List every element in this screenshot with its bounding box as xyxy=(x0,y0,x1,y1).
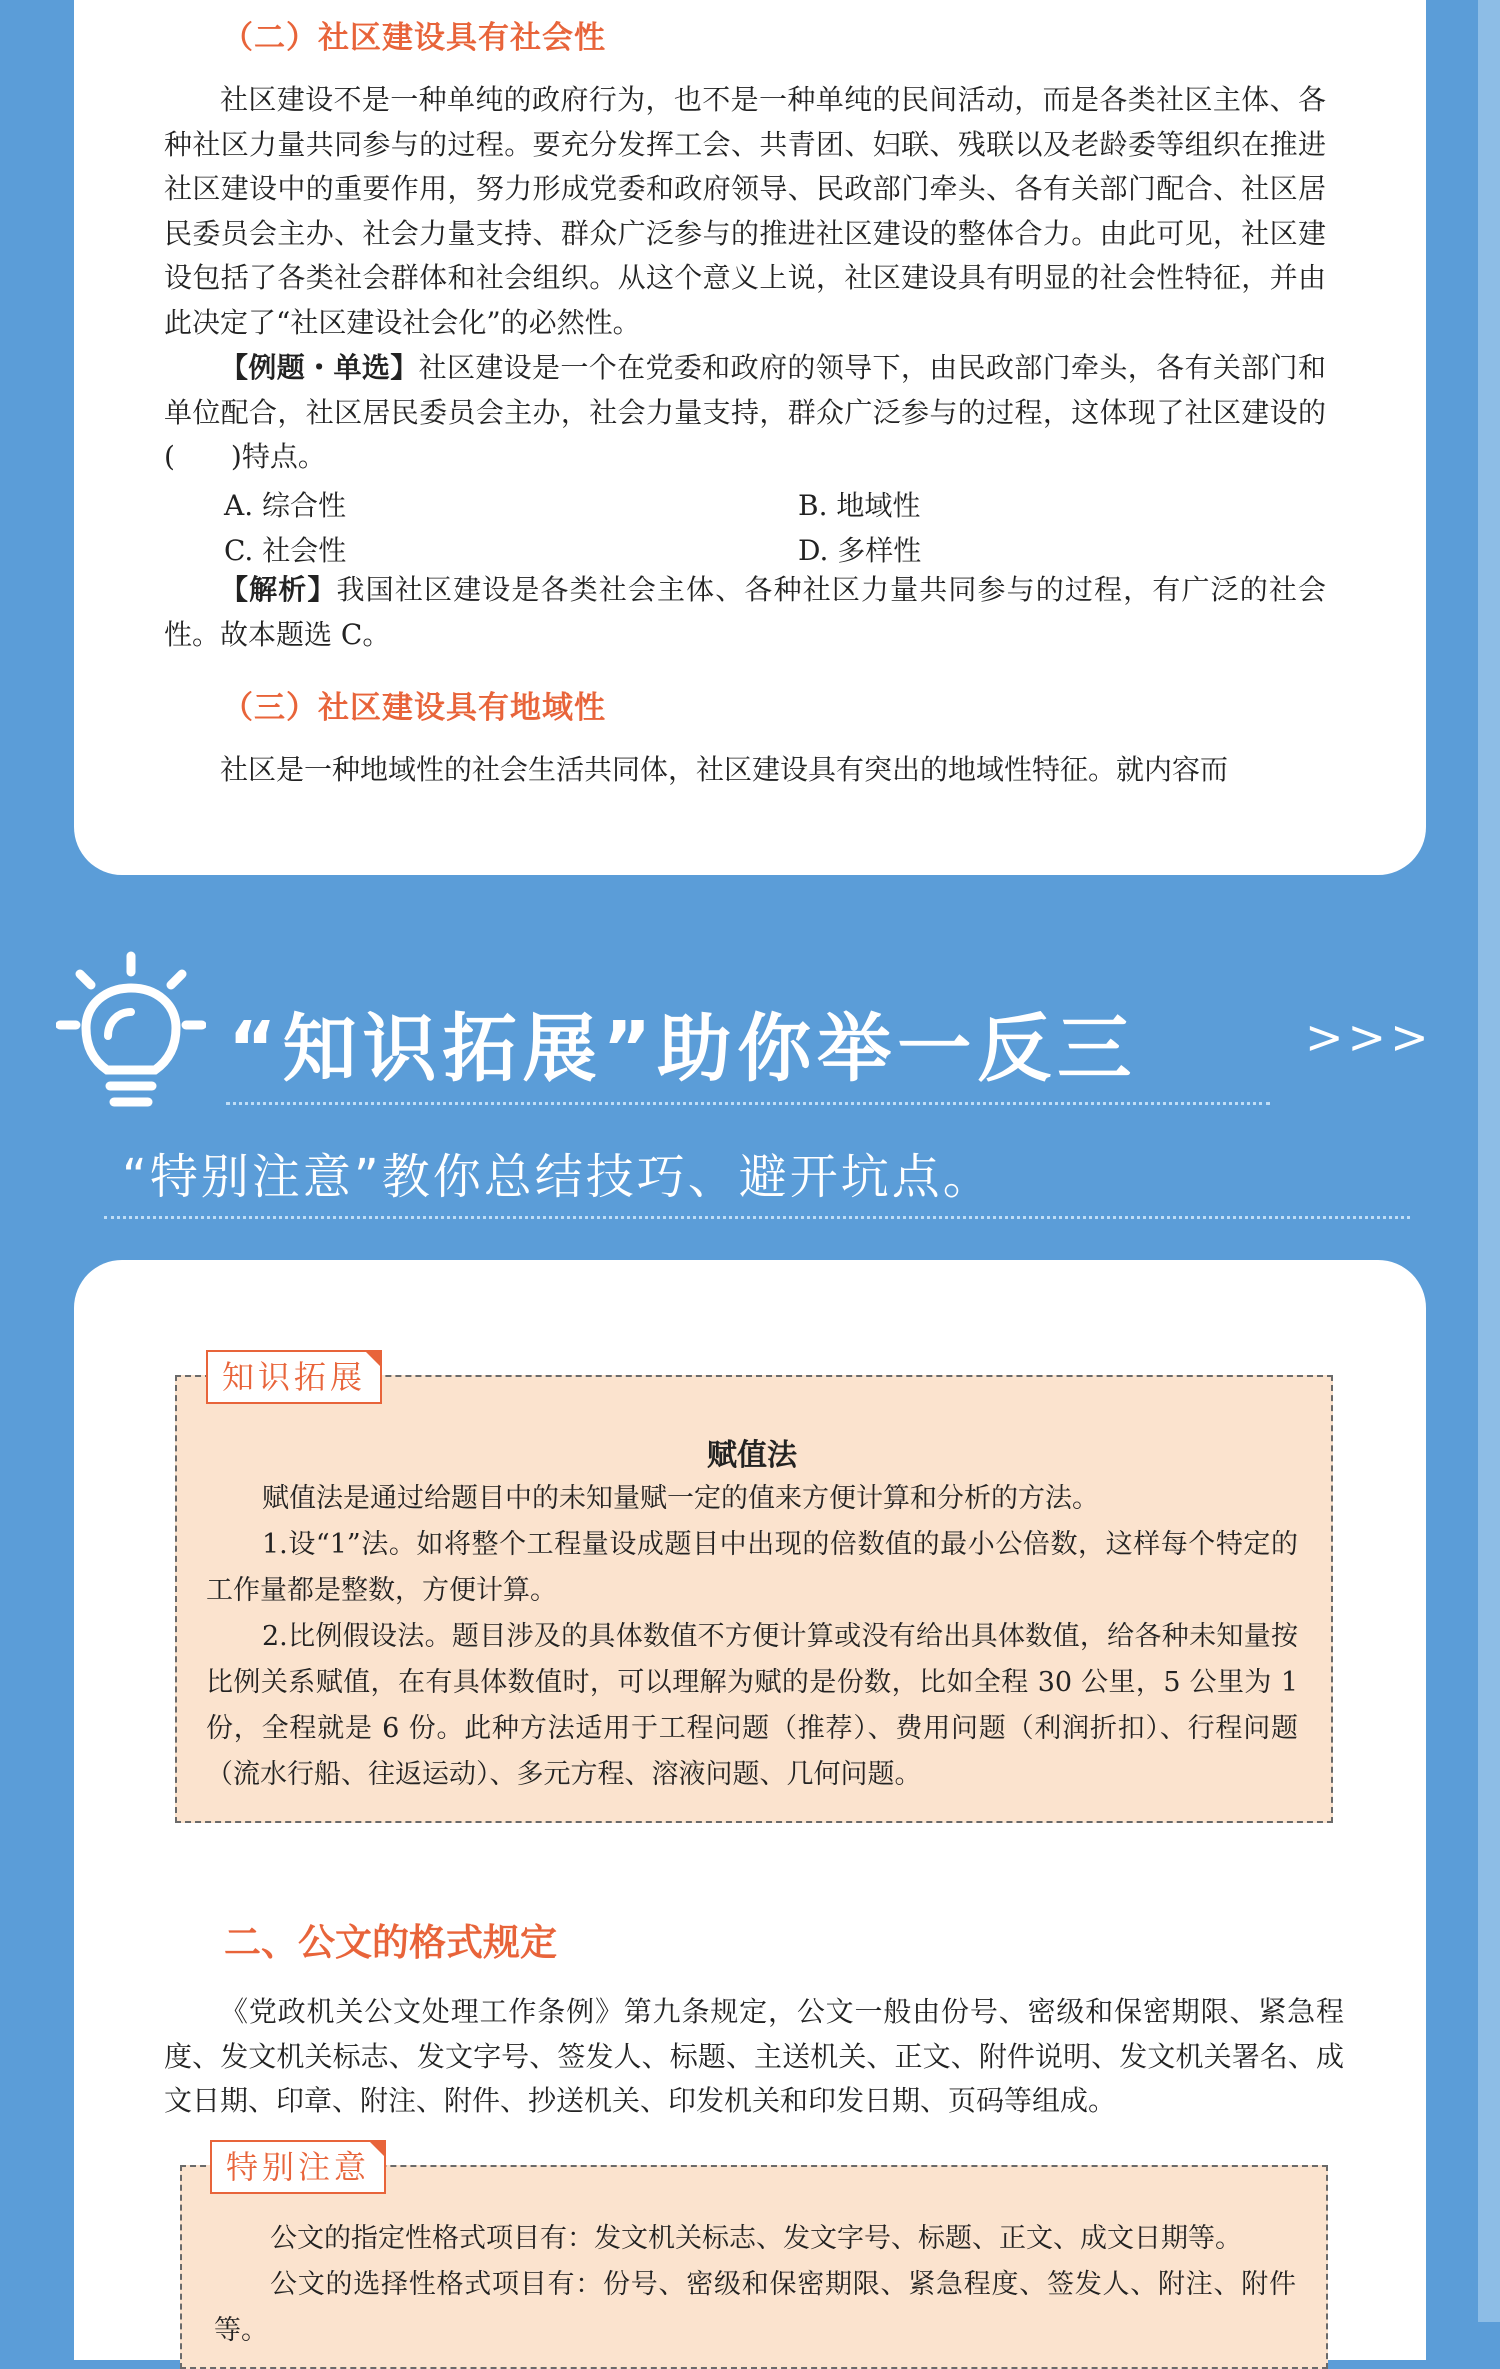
knowledge-extension-tag-label: 知识拓展 xyxy=(222,1358,367,1396)
banner-title: “知识拓展”助你举一反三 xyxy=(228,1006,1138,1092)
section-doc-paragraph: 《党政机关公文处理工作条例》第九条规定，公文一般由份号、密级和保密期限、紧急程度、发文机关标志、发文字号、签发人、标题、主送机关、正文、附件说明、发文机关署名、成文日期、印章、附注、附件、抄送机关、印发机关和印发日期、页码等组成。 xyxy=(164,1995,1344,2117)
analysis xyxy=(164,568,1326,657)
section-3-heading: （三）社区建设具有地域性 xyxy=(222,690,606,726)
section-doc-heading: 二、公文的格式规定 xyxy=(224,1921,557,1964)
option-a: A. 综合性 xyxy=(224,489,347,522)
analysis-text: 我国社区建设是各类社会主体、各种社区力量共同参与的过程，有广泛的社会性。故本题选 C。 xyxy=(164,573,1326,651)
special-note-tag xyxy=(210,2140,386,2194)
knowledge-extension-tag xyxy=(206,1350,382,1404)
lightbulb-icon xyxy=(56,950,206,1118)
knowledge-box-title: 赋值法 xyxy=(707,1438,797,1473)
special-note-tag-label: 特别注意 xyxy=(226,2148,371,2186)
analysis-label: 【解析】 xyxy=(220,573,337,606)
special-note-p2: 公文的选择性格式项目有：份号、密级和保密期限、紧急程度、签发人、附注、附件等。 xyxy=(214,2269,1296,2346)
section-3-paragraph: 社区是一种地域性的社会生活共同体，社区建设具有突出的地域性特征。就内容而 xyxy=(220,753,1229,786)
example-question xyxy=(164,346,1326,480)
tag-corner xyxy=(368,2140,386,2158)
section-2-heading: （二）社区建设具有社会性 xyxy=(222,20,606,56)
example-label: 【例题・单选】 xyxy=(220,351,419,384)
page-edge-stripe xyxy=(1478,0,1500,2322)
banner-arrows: >>> xyxy=(1305,1010,1433,1064)
option-d: D. 多样性 xyxy=(798,534,922,567)
option-b: B. 地域性 xyxy=(798,489,921,522)
banner-divider-1 xyxy=(226,1102,1270,1105)
knowledge-box-p1: 赋值法是通过给题目中的未知量赋一定的值来方便计算和分析的方法。 xyxy=(262,1483,1099,1514)
example-text: 社区建设是一个在党委和政府的领导下，由民政部门牵头，各有关部门和单位配合，社区居民委员会主办，社会力量支持，群众广泛参与的过程，这体现了社区建设的( )特点。 xyxy=(164,351,1326,473)
banner-subtitle: “特别注意”教你总结技巧、避开坑点。 xyxy=(122,1149,994,1205)
banner-divider-2 xyxy=(104,1216,1410,1219)
knowledge-box-p3: 2.比例假设法。题目涉及的具体数值不方便计算或没有给出具体数值，给各种未知量按比例关系赋值，在有具体数值时，可以理解为赋的是份数，比如全程 30 公里，5 公里为 1 份，全程就是 6 份。此种方法适用于工程问题（推荐）、费用问题（利润折扣）、行程问题（流水行船、往返运动）、多元方程、溶液问题、几何问题。 xyxy=(206,1621,1298,1790)
tag-corner xyxy=(364,1350,382,1368)
section-2-paragraph: 社区建设不是一种单纯的政府行为，也不是一种单纯的民间活动，而是各类社区主体、各种社区力量共同参与的过程。要充分发挥工会、共青团、妇联、残联以及老龄委等组织在推进社区建设中的重要作用，努力形成党委和政府领导、民政部门牵头、各有关部门配合、社区居民委员会主办、社会力量支持、群众广泛参与的推进社区建设的整体合力。由此可见，社区建设包括了各类社会群体和社会组织。从这个意义上说，社区建设具有明显的社会性特征，并由此决定了“社区建设社会化”的必然性。 xyxy=(164,83,1326,339)
knowledge-box-p2: 1.设“1”法。如将整个工程量设成题目中出现的倍数值的最小公倍数，这样每个特定的工作量都是整数，方便计算。 xyxy=(206,1529,1298,1606)
option-c: C. 社会性 xyxy=(224,534,347,567)
special-note-p1: 公文的指定性格式项目有：发文机关标志、发文字号、标题、正文、成文日期等。 xyxy=(270,2223,1242,2254)
